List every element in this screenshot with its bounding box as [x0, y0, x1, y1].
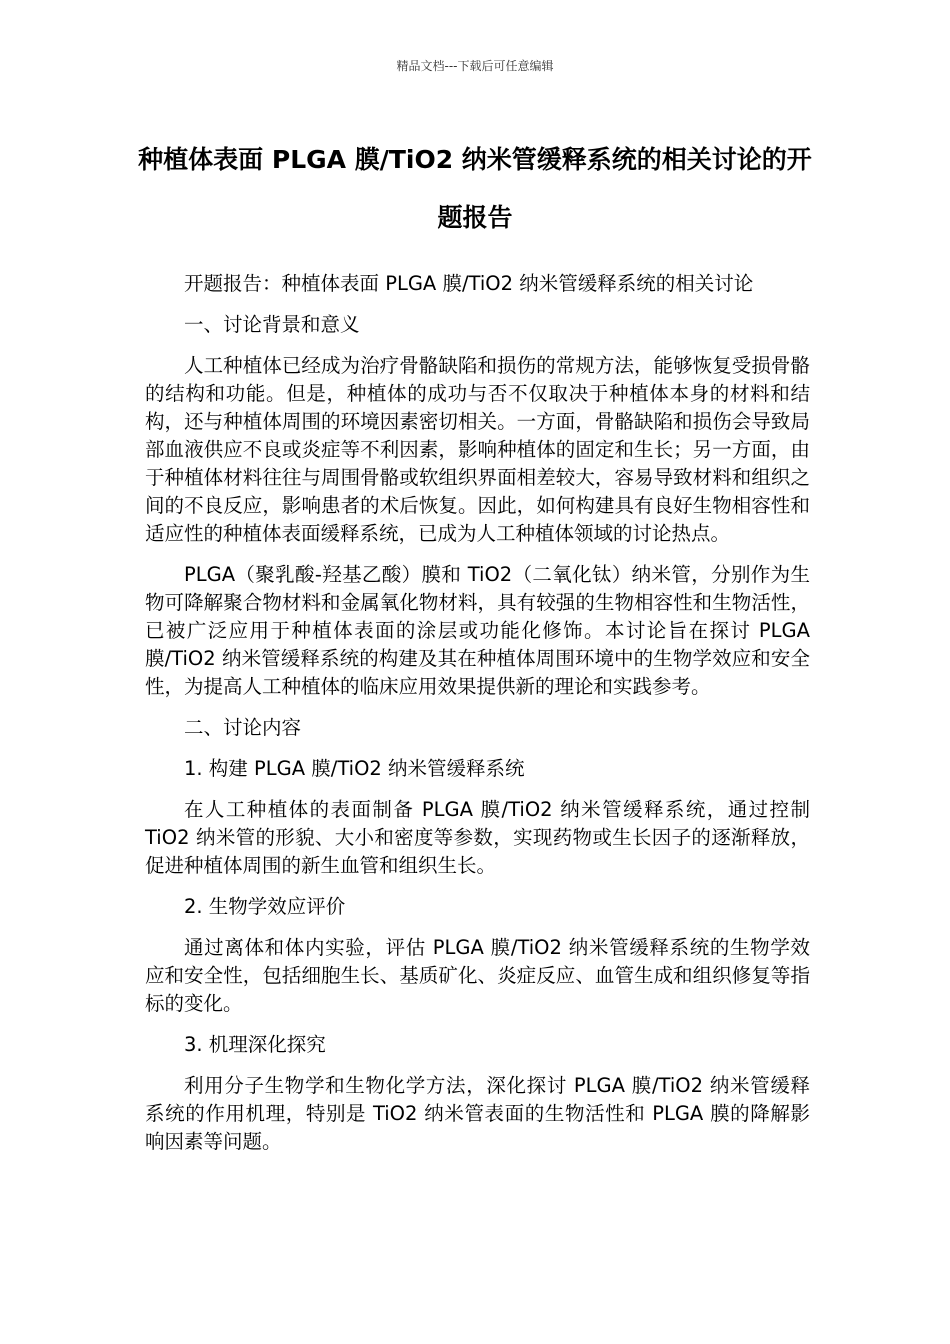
- subheading-mechanism: 3. 机理深化探究: [184, 1033, 326, 1056]
- paragraph-construction: 在人工种植体的表面制备 PLGA 膜/TiO2 纳米管缓释系统，通过控制 TiO2 纳米管的形貌、大小和密度等参数，实现药物或生长因子的逐渐释放，促进种植体周围的新生血管和组织生长。: [145, 798, 810, 877]
- subheading-construction: 1. 构建 PLGA 膜/TiO2 纳米管缓释系统: [184, 757, 525, 780]
- section-heading-content: 二、讨论内容: [184, 716, 302, 739]
- subheading-evaluation: 2. 生物学效应评价: [184, 895, 346, 918]
- section-heading-background: 一、讨论背景和意义: [184, 313, 360, 336]
- page-header: 精品文档---下载后可任意编辑: [396, 59, 554, 73]
- paragraph-background: 人工种植体已经成为治疗骨骼缺陷和损伤的常规方法，能够恢复受损骨骼的结构和功能。但是，种植体的成功与否不仅取决于种植体本身的材料和结构，还与种植体周围的环境因素密切相关。一方面，骨骼缺陷和损伤会导致局部血液供应不良或炎症等不利因素，影响种植体的固定和生长；另一方面，由于种植体材料往往与周围骨骼或软组织界面相差较大，容易导致材料和组织之间的不良反应，影响患者的术后恢复。因此，如何构建具有良好生物相容性和适应性的种植体表面缓释系统，已成为人工种植体领域的讨论热点。: [145, 354, 810, 545]
- document-title: 种植体表面 PLGA 膜/TiO2 纳米管缓释系统的相关讨论的开题报告: [138, 145, 812, 232]
- document-body: [145, 270, 810, 1169]
- paragraph-mechanism: 利用分子生物学和生物化学方法，深化探讨 PLGA 膜/TiO2 纳米管缓释系统的作用机理，特别是 TiO2 纳米管表面的生物活性和 PLGA 膜的降解影响因素等问题。: [145, 1074, 810, 1153]
- paragraph-intro: 开题报告：种植体表面 PLGA 膜/TiO2 纳米管缓释系统的相关讨论: [184, 272, 754, 295]
- paragraph-evaluation: 通过离体和体内实验，评估 PLGA 膜/TiO2 纳米管缓释系统的生物学效应和安全性，包括细胞生长、基质矿化、炎症反应、血管生成和组织修复等指标的变化。: [145, 936, 810, 1015]
- paragraph-materials: PLGA（聚乳酸-羟基乙酸）膜和 TiO2（二氧化钛）纳米管，分别作为生物可降解聚合物材料和金属氧化物材料，具有较强的生物相容性和生物活性，已被广泛应用于种植体表面的涂层或功能化修饰。本讨论旨在探讨 PLGA 膜/TiO2 纳米管缓释系统的构建及其在种植体周围环境中的生物学效应和安全性，为提高人工种植体的临床应用效果提供新的理论和实践参考。: [145, 563, 810, 698]
